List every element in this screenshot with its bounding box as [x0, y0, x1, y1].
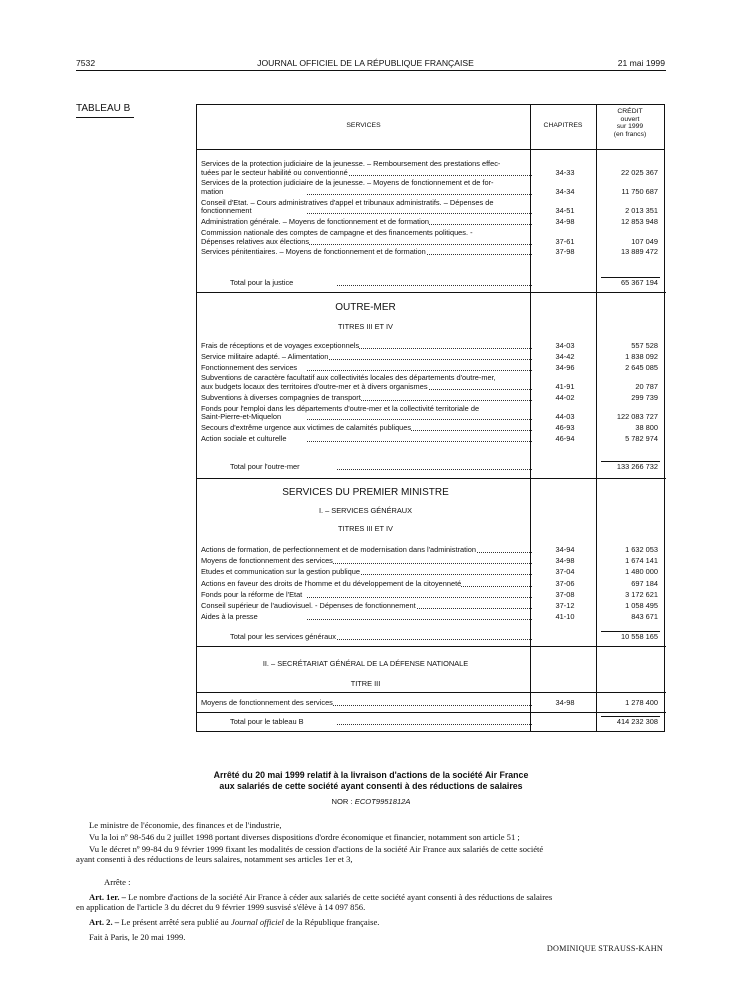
row-label-text: Administration générale. – Moyens de fonctionnement et de formation	[201, 217, 430, 227]
row-label	[201, 394, 534, 403]
col-header-credit	[596, 108, 664, 138]
section-title-premier-ministre: SERVICES DU PREMIER MINISTRE	[282, 487, 449, 498]
row-label-text: Secours d'extrême urgence aux victimes de calamités publiques	[201, 423, 412, 432]
page-number: 7532	[76, 58, 96, 68]
credit-cell: 38 800	[635, 423, 658, 432]
row-label-text: Total pour le tableau B	[230, 717, 304, 726]
row-label	[201, 546, 534, 555]
row-label-text: Moyens de fonctionnement des services	[201, 556, 333, 566]
article-1-cont: en application de l'article 3 du décret du 9 février 1999 susvisé s'élève à 14 097 856.	[76, 902, 366, 912]
header-rule	[76, 70, 666, 71]
credit-header-line: (en francs)	[613, 130, 647, 138]
total-label	[230, 463, 563, 472]
row-label	[201, 238, 534, 247]
row-label-text: Subventions à diverses compagnies de transport	[201, 392, 361, 402]
article-2	[89, 918, 666, 928]
chapitre-cell: 34-51	[555, 206, 575, 216]
row-label-text: Dépenses relatives aux élections	[201, 236, 310, 246]
chapitre-cell: 41-10	[555, 612, 575, 622]
section-rule	[197, 646, 666, 647]
row-label-text: Fonds pour l'emploi dans les départements d'outre-mer et la collectivité territoriale de	[201, 403, 480, 413]
article-1-text: Le nombre d'actions de la société Air France à céder aux salariés de cette société ayant consenti à des réductions de salaires	[128, 892, 553, 902]
table-label: TABLEAU B	[76, 103, 131, 114]
row-label-text: Services de la protection judiciaire de la jeunesse. – Remboursement des prestations effec-	[201, 159, 501, 168]
total-value: 414 232 308	[616, 717, 658, 726]
fait-a-paris: Fait à Paris, le 20 mai 1999.	[89, 932, 186, 942]
credit-cell: 3 172 621	[625, 589, 658, 599]
signature: DOMINIQUE STRAUSS-KAHN	[546, 944, 663, 953]
credit-cell: 299 739	[631, 392, 658, 402]
section-title-sgdn: II. – SECRÉTARIAT GÉNÉRAL DE LA DÉFENSE NATIONALE	[262, 659, 469, 668]
nor-label: NOR :	[331, 797, 353, 806]
row-label	[201, 613, 534, 622]
section-rule	[197, 712, 666, 713]
section-sub1-premier-ministre: I. – SERVICES GÉNÉRAUX	[318, 506, 413, 515]
row-label	[201, 248, 534, 257]
credit-cell: 107 049	[631, 236, 658, 246]
chapitre-cell: 44-03	[555, 412, 575, 422]
chapitre-cell: 37-12	[555, 601, 575, 610]
row-label	[201, 218, 534, 227]
row-label	[201, 580, 534, 589]
credit-cell: 22 025 367	[621, 167, 658, 177]
chapitre-cell: 34-98	[555, 698, 575, 707]
arrete-title-line1: Arrêté du 20 mai 1999 relatif à la livraison d'actions de la société Air France	[213, 770, 529, 780]
row-label-text: Fonctionnement des services	[201, 362, 298, 372]
row-label-text: Saint-Pierre-et-Miquelon	[201, 412, 282, 422]
issue-date: 21 mai 1999	[617, 58, 665, 68]
row-label	[201, 435, 534, 444]
row-label	[201, 413, 534, 422]
section-subtitle-sgdn: TITRE III	[350, 679, 381, 688]
row-label-text: aux budgets locaux des territoires d'outre-mer et à divers organismes	[201, 382, 428, 391]
credit-cell: 1 674 141	[625, 556, 658, 566]
chapitre-cell: 37-08	[555, 589, 575, 599]
row-label	[201, 353, 534, 362]
credit-cell: 697 184	[631, 578, 658, 588]
journal-officiel-italic: Journal officiel	[231, 917, 284, 927]
col-header-chapitres: CHAPITRES	[543, 122, 583, 129]
row-label-text: Conseil d'Etat. – Cours administratives d'appel et tribunaux administratifs. – Dépenses de	[201, 197, 494, 207]
article-2-text: Le présent arrêté sera publié au	[121, 917, 229, 927]
row-label-text: Actions en faveur des droits de l'homme et du développement de la citoyenneté	[201, 578, 462, 588]
table-label-underline	[76, 117, 134, 118]
row-label-text: Services pénitentiaires. – Moyens de fonctionnement et de formation	[201, 247, 426, 257]
row-label-text: Commission nationale des comptes de campagne et des financements politiques. -	[201, 228, 473, 237]
credit-cell: 1 278 400	[625, 698, 658, 707]
row-label	[201, 169, 534, 178]
credit-cell: 2 013 351	[625, 206, 658, 216]
section-rule	[197, 292, 666, 293]
chapitre-cell: 44-02	[555, 392, 575, 402]
section-subtitle-outremer: TITRES III ET IV	[338, 322, 393, 331]
row-label-text: Aides à la presse	[201, 612, 258, 622]
credit-cell: 1 058 495	[625, 601, 658, 610]
total-label	[230, 718, 563, 727]
row-label-text: Conseil supérieur de l'audiovisuel. - Dépenses de fonctionnement	[201, 601, 416, 610]
row-label	[201, 188, 534, 197]
row-label-text: Action sociale et culturelle	[201, 433, 287, 443]
section-title-outremer: OUTRE-MER	[335, 302, 396, 313]
chapitre-cell: 34-42	[555, 351, 575, 361]
row-label-text: mation	[201, 187, 224, 196]
row-label-text: Moyens de fonctionnement des services	[201, 698, 333, 707]
row-label	[201, 424, 534, 433]
chapitre-cell: 34-03	[555, 341, 575, 350]
chapitre-cell: 37-61	[555, 236, 575, 246]
row-label	[201, 383, 534, 392]
arrete-title-line2: aux salariés de cette société ayant consenti à des réductions de salaires	[219, 781, 523, 791]
chapitre-cell: 34-33	[555, 167, 575, 177]
chapitre-cell: 37-04	[555, 567, 575, 577]
total-value: 10 558 165	[621, 632, 658, 641]
article-2-text-end: de la République française.	[285, 917, 380, 927]
row-label	[201, 699, 534, 708]
credit-header-line: CRÉDIT	[617, 108, 643, 115]
section-sub2-premier-ministre: TITRES III ET IV	[338, 524, 393, 533]
row-label-text: Subventions de caractère facultatif aux collectivités locales des départements d'outre-mer,	[201, 373, 496, 383]
credit-cell: 1 838 092	[625, 351, 658, 361]
row-label-text: Fonds pour la réforme de l'Etat	[201, 589, 303, 599]
row-label	[201, 568, 534, 577]
chapitre-cell: 37-98	[555, 247, 575, 257]
credit-cell: 5 782 974	[625, 433, 658, 443]
row-label	[201, 602, 534, 611]
chapitre-cell: 34-98	[555, 217, 575, 227]
arrete-word: Arrête :	[104, 877, 131, 887]
nor-reference	[76, 797, 666, 806]
row-label	[201, 342, 534, 351]
credit-cell: 122 083 727	[616, 412, 658, 422]
row-label	[201, 591, 534, 600]
col-header-services: SERVICES	[346, 122, 381, 129]
chapitre-cell: 41-91	[555, 382, 575, 391]
chapitre-cell: 34-96	[555, 362, 575, 372]
nor-value: ECOT9951812A	[354, 797, 411, 806]
row-label	[201, 207, 534, 216]
credit-cell: 13 889 472	[621, 247, 658, 257]
preamble-vu-decret: Vu le décret nº 99-84 du 9 février 1999 fixant les modalités de cession d'actions de la société Air France aux salariés de cette société	[89, 844, 544, 854]
row-label-text: Service militaire adapté. – Alimentation	[201, 351, 329, 361]
journal-title: JOURNAL OFFICIEL DE LA RÉPUBLIQUE FRANÇAISE	[257, 58, 474, 68]
preamble-vu-loi: Vu la loi nº 98-546 du 2 juillet 1998 portant diverses dispositions d'ordre économique et financier, notamment son article 51 ;	[89, 832, 520, 842]
section-rule	[197, 692, 666, 693]
chapitre-cell: 46-94	[555, 433, 575, 443]
row-label-text: Services de la protection judiciaire de la jeunesse. – Moyens de fonctionnement et de for-	[201, 178, 494, 188]
row-label-text: fonctionnement	[201, 206, 252, 216]
section-rule	[197, 478, 666, 479]
row-label-text: Actions de formation, de perfectionnement et de modernisation dans l'administration	[201, 545, 477, 554]
total-value: 133 266 732	[616, 462, 658, 471]
credit-cell: 2 645 085	[625, 362, 658, 372]
credit-cell: 1 480 000	[625, 567, 658, 577]
chapitre-cell: 34-34	[555, 187, 575, 196]
row-label	[201, 364, 534, 373]
credit-cell: 843 671	[631, 612, 658, 622]
row-label-text: Total pour la justice	[230, 278, 294, 287]
credit-cell: 12 853 948	[621, 217, 658, 227]
header-divider	[197, 149, 664, 150]
preamble-vu-decret-cont: ayant consenti à des réductions de leurs salaires, notamment ses articles 1er et 3,	[76, 854, 353, 864]
row-label-text: Etudes et communication sur la gestion publique	[201, 567, 360, 577]
row-label	[201, 557, 534, 566]
credit-cell: 20 787	[635, 382, 658, 391]
credit-cell: 1 632 053	[625, 545, 658, 554]
preamble-minister: Le ministre de l'économie, des finances et de l'industrie,	[89, 820, 282, 830]
row-label-text: Total pour les services généraux	[230, 632, 336, 641]
chapitre-cell: 34-98	[555, 556, 575, 566]
total-label	[230, 279, 563, 288]
total-value: 65 367 194	[621, 278, 658, 287]
row-label-text: Total pour l'outre-mer	[230, 462, 300, 471]
chapitre-cell: 34-94	[555, 545, 575, 554]
total-label	[230, 633, 563, 642]
credit-cell: 557 528	[631, 341, 658, 350]
row-label-text: Frais de réceptions et de voyages exceptionnels	[201, 341, 360, 350]
credit-header-line: ouvert	[620, 115, 640, 123]
credit-header-line: sur 1999	[616, 123, 644, 131]
article-1-label: Art. 1er. –	[89, 892, 126, 902]
chapitre-cell: 37-06	[555, 578, 575, 588]
chapitre-cell: 46-93	[555, 423, 575, 432]
credit-cell: 11 750 687	[621, 187, 658, 196]
article-2-label: Art. 2. –	[89, 917, 120, 927]
row-label-text: tuées par le secteur habilité ou conventionné	[201, 167, 348, 177]
budget-table	[196, 104, 665, 732]
